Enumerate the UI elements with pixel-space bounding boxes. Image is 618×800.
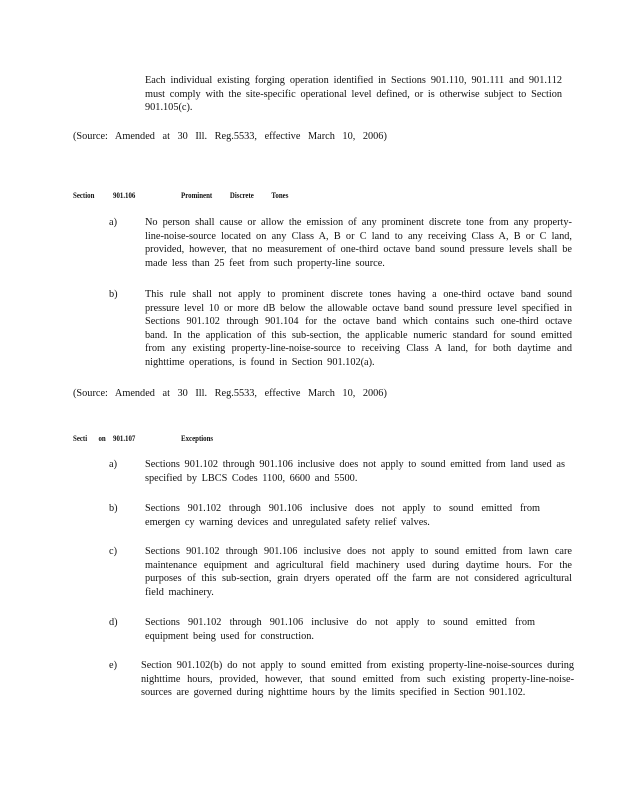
item-text: Sections 901.102 through 901.106 inclusive does not apply to sound emitted from land used as specified by LBCS Codes 1100, 6600 and 5500. [145,459,565,484]
section-heading-901-107 [73,433,313,444]
item-label: e) [109,660,117,671]
section-label: Secti on [73,433,106,443]
item-label: d) [109,617,118,628]
item-text: This rule shall not apply to prominent discrete tones having a one-third octave band sound pressure level 10 or more dB below the allowable octave band sound pressure level specified in Sections 901.102 through 901.104 for the octave band which contains such one-third octave band. In the application of this sub-section, the applicable numeric standard for sound emitted from any existing property-line-noise-source to receiving Class A land, for both daytime and nighttime operations, is found in Section 901.102(a). [145,289,572,368]
item-label: a) [109,217,117,228]
section-title: Exceptions [181,433,214,443]
section-heading-901-106 [73,190,313,201]
item-label: c) [109,546,117,557]
item-label: b) [109,503,118,514]
item-text: Sections 901.102 through 901.106 inclusive do not apply to sound emitted from equipment being used for construction. [145,617,535,642]
section-title: Prominent Discrete Tones [181,190,289,200]
section-label: Section [73,190,95,200]
item-label: a) [109,459,117,470]
item-text: Sections 901.102 through 901.106 inclusive does not apply to sound emitted from emergen cy warning devices and unregulated safety relief valves. [145,503,540,528]
source-note-2: (Source: Amended at 30 Ill. Reg.5533, effective March 10, 2006) [73,388,387,399]
item-text: No person shall cause or allow the emission of any prominent discrete tone from any property-line-noise-source located on any Class A, B or C land to any receiving Class A, B or C land, provided, however, that no measurement of one-third octave band sound pressure levels shall be made less than 25 feet from such property-line source. [145,217,572,269]
section-number: 901.107 [113,433,136,443]
item-text: Section 901.102(b) do not apply to sound emitted from existing property-line-noise-sources during nighttime hours, provided, however, that sound emitted from such existing property-line-noise-sources are governed during nighttime hours by the limits specified in Section 901.102. [141,660,574,699]
intro-paragraph: Each individual existing forging operation identified in Sections 901.110, 901.111 and 901.112 must comply with the site-specific operational level defined, or is otherwise subject to Section 901.105(c). [145,75,562,114]
source-note-1: (Source: Amended at 30 Ill. Reg.5533, effective March 10, 2006) [73,131,387,142]
item-text: Sections 901.102 through 901.106 inclusive does not apply to sound emitted from lawn care maintenance equipment and agricultural field machinery used during daytime hours. For the purposes of this sub-section, grain dryers operated off the farm are not considered agricultural field machinery. [145,546,572,598]
section-number: 901.106 [113,190,136,200]
item-label: b) [109,289,118,300]
